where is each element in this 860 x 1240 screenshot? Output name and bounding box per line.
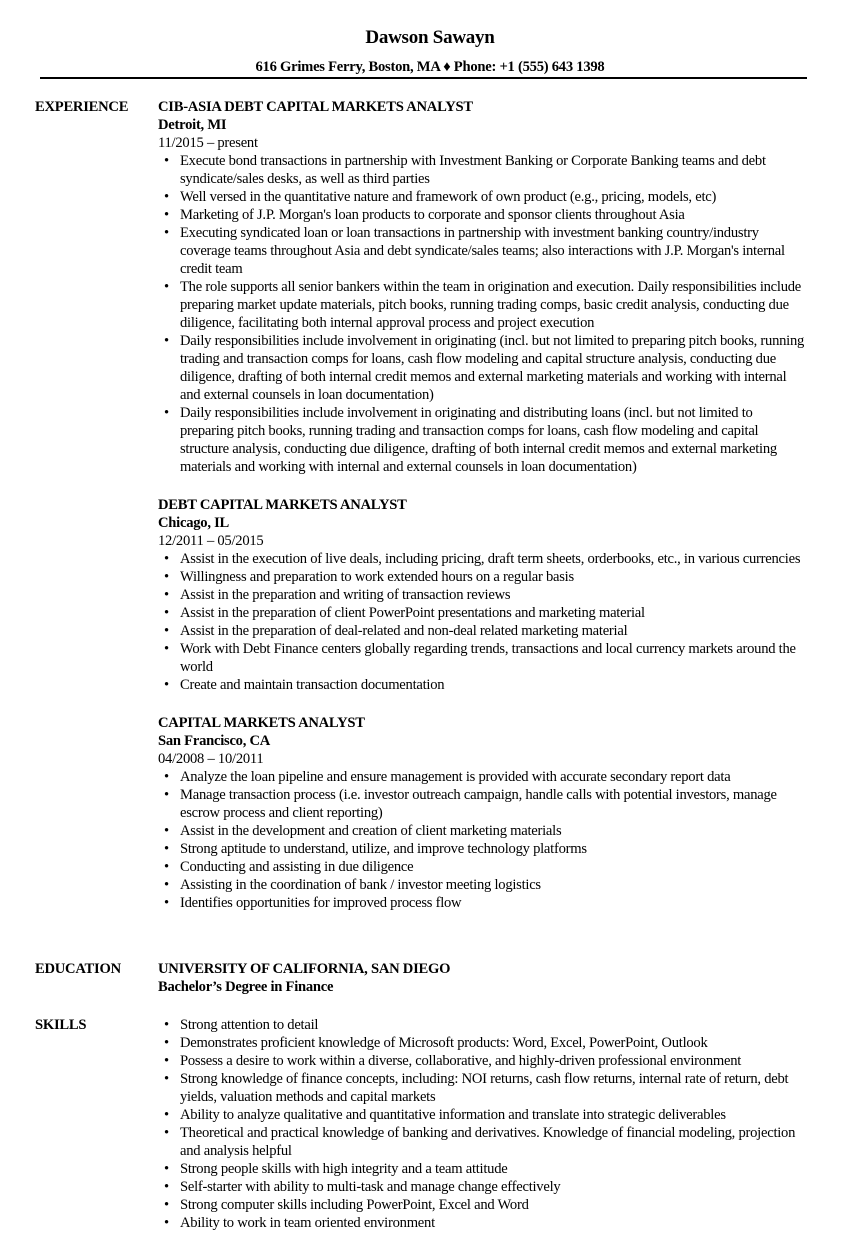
list-item: • Work with Debt Finance centers globally regarding trends, transactions and local currency markets around the world [158, 640, 808, 676]
list-item: • Daily responsibilities include involvement in originating and distributing loans (incl. but not limited to preparing pitch books, running trading and transaction comps for loans, cash flow modeling and capital structure analysis, conducting due diligence, drafting of both internal credit memos and external marketing materials and working with internal and external counsels in loan documentation) [158, 404, 808, 476]
list-item: • Strong knowledge of finance concepts, including: NOI returns, cash flow returns, internal rate of return, debt yields, valuation methods and capital markets [158, 1070, 808, 1106]
job-location: Detroit, MI [158, 117, 227, 133]
list-item: • Strong people skills with high integrity and a team attitude [158, 1160, 808, 1178]
list-item: • Marketing of J.P. Morgan's loan products to corporate and sponsor clients throughout Asia [158, 206, 808, 224]
job-title: DEBT CAPITAL MARKETS ANALYST [158, 497, 407, 513]
list-item: • Demonstrates proficient knowledge of Microsoft products: Word, Excel, PowerPoint, Outlook [158, 1034, 808, 1052]
job-entry [158, 496, 808, 694]
job-location: Chicago, IL [158, 515, 230, 531]
list-item: • Strong aptitude to understand, utilize, and improve technology platforms [158, 840, 808, 858]
list-item: • Identifies opportunities for improved process flow [158, 894, 808, 912]
list-item: • Conducting and assisting in due diligence [158, 858, 808, 876]
section-label: EDUCATION [35, 961, 121, 977]
list-item: • Assisting in the coordination of bank / investor meeting logistics [158, 876, 808, 894]
list-item: • Strong attention to detail [158, 1016, 808, 1034]
education-section [35, 960, 815, 996]
section-label: SKILLS [35, 1017, 87, 1033]
list-item: • Assist in the preparation and writing of transaction reviews [158, 586, 808, 604]
list-item: • Create and maintain transaction documentation [158, 676, 808, 694]
job-dates: 11/2015 – present [158, 135, 258, 151]
job-entry [158, 98, 808, 476]
degree: Bachelor’s Degree in Finance [158, 979, 334, 995]
list-item: • Theoretical and practical knowledge of banking and derivatives. Knowledge of financial modeling, projection and analysis helpful [158, 1124, 808, 1160]
job-bullets [158, 152, 808, 476]
list-item: • Analyze the loan pipeline and ensure management is provided with accurate secondary report data [158, 768, 808, 786]
experience-section [35, 98, 815, 932]
job-bullets [158, 550, 808, 694]
job-entry [158, 714, 808, 912]
list-item: • Ability to work in team oriented environment [158, 1214, 808, 1232]
list-item: • Possess a desire to work within a diverse, collaborative, and highly-driven professional environment [158, 1052, 808, 1070]
list-item: • The role supports all senior bankers within the team in origination and execution. Daily responsibilities include preparing market update materials, pitch books, running trading comps, basic credit analysis, conducting due diligence, facilitating both internal approval process and project execution [158, 278, 808, 332]
candidate-name: Dawson Sawayn [365, 27, 495, 48]
list-item: • Execute bond transactions in partnership with Investment Banking or Corporate Banking teams and debt syndicate/sales desks, as well as third parties [158, 152, 808, 188]
list-item: • Assist in the preparation of client PowerPoint presentations and marketing material [158, 604, 808, 622]
list-item: • Executing syndicated loan or loan transactions in partnership with investment banking country/industry coverage teams throughout Asia and debt syndicate/sales teams; also interactions with J.P. Morgan's internal credit team [158, 224, 808, 278]
section-label: EXPERIENCE [35, 99, 129, 115]
list-item: • Assist in the execution of live deals, including pricing, draft term sheets, orderbooks, etc., in various currencies [158, 550, 808, 568]
job-title: CIB-ASIA DEBT CAPITAL MARKETS ANALYST [158, 99, 473, 115]
contact-info: 616 Grimes Ferry, Boston, MA ♦ Phone: +1 (555) 643 1398 [255, 59, 605, 75]
list-item: • Assist in the preparation of deal-related and non-deal related marketing material [158, 622, 808, 640]
list-item: • Self-starter with ability to multi-task and manage change effectively [158, 1178, 808, 1196]
list-item: • Strong computer skills including PowerPoint, Excel and Word [158, 1196, 808, 1214]
list-item: • Assist in the development and creation of client marketing materials [158, 822, 808, 840]
skills-section [35, 1016, 815, 1232]
list-item: • Willingness and preparation to work extended hours on a regular basis [158, 568, 808, 586]
job-bullets [158, 768, 808, 912]
list-item: • Ability to analyze qualitative and quantitative information and translate into strategic deliverables [158, 1106, 808, 1124]
job-dates: 12/2011 – 05/2015 [158, 533, 264, 549]
school-name: UNIVERSITY OF CALIFORNIA, SAN DIEGO [158, 961, 451, 977]
list-item: • Manage transaction process (i.e. investor outreach campaign, handle calls with potential investors, manage escrow process and client reporting) [158, 786, 808, 822]
header-divider [40, 77, 807, 79]
list-item: • Daily responsibilities include involvement in originating (incl. but not limited to preparing pitch books, running trading and transaction comps for loans, cash flow modeling and capital structure analysis, conducting due diligence, drafting of both internal credit memos and external marketing materials and working with internal and external counsels in loan documentation) [158, 332, 808, 404]
skills-list [158, 1016, 808, 1232]
job-dates: 04/2008 – 10/2011 [158, 751, 264, 767]
job-title: CAPITAL MARKETS ANALYST [158, 715, 365, 731]
job-location: San Francisco, CA [158, 733, 271, 749]
list-item: • Well versed in the quantitative nature and framework of own product (e.g., pricing, models, etc) [158, 188, 808, 206]
